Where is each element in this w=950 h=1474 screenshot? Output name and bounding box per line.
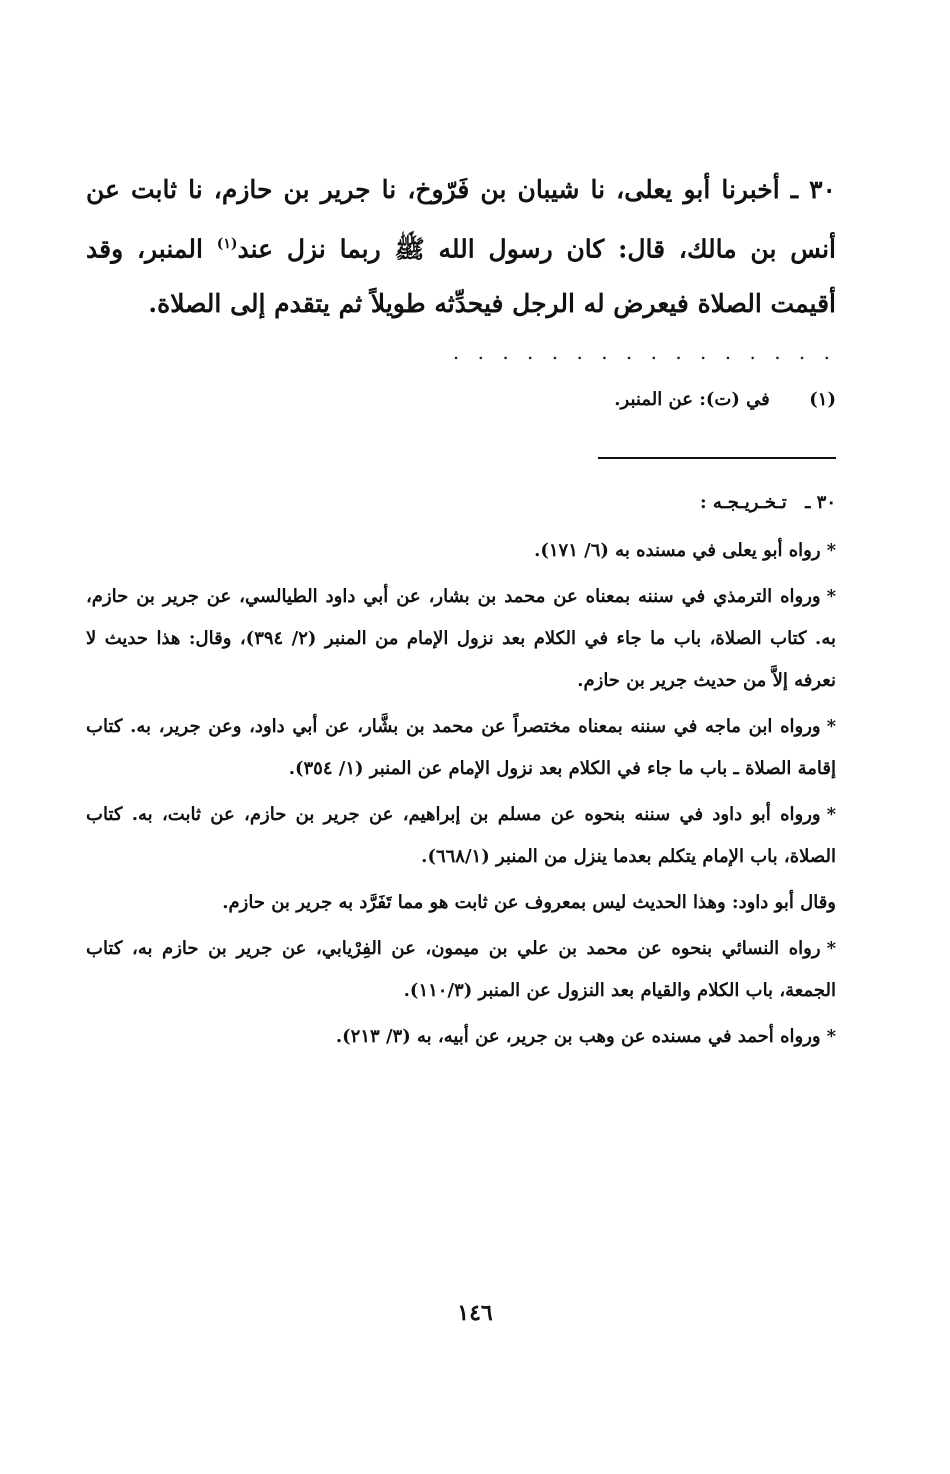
- takhrij-paragraph: *ورواه أبو داود في سننه بنحوه عن مسلم بن إبراهيم، عن جرير بن حازم، عن ثابت، به. كتاب الصلاة، باب الإمام يتكلم بعدما ينزل من المنبر (٦٦٨/١).: [86, 804, 836, 867]
- takhrij-number: ٣٠ ـ: [805, 492, 836, 513]
- star-bullet: *: [826, 716, 837, 737]
- dotted-divider: . . . . . . . . . . . . . . . .: [452, 340, 836, 364]
- hadith-number: ٣٠ ـ: [790, 175, 836, 204]
- takhrij-paragraph: *ورواه ابن ماجه في سننه بمعناه مختصراً عن محمد بن بشَّار، عن أبي داود، وعن جرير، به. كتاب إقامة الصلاة ـ باب ما جاء في الكلام بعد نزول الإمام عن المنبر (١/ ٣٥٤).: [86, 716, 837, 779]
- footnote: [86, 385, 836, 415]
- takhrij-paragraph: *ورواه الترمذي في سننه بمعناه عن محمد بن بشار، عن أبي داود الطيالسي، عن جرير بن حازم، به. كتاب الصلاة، باب ما جاء في الكلام بعد نزول الإمام من المنبر (٢/ ٣٩٤)، وقال: هذا حديث لا نعرفه إلاَّ من حديث جرير بن حازم.: [86, 586, 836, 691]
- footnote-reference[interactable]: (١): [216, 236, 238, 252]
- star-bullet: *: [826, 586, 836, 607]
- hadith-text-part1: أخبرنا أبو يعلى، نا شيبان بن فَرّوخ، نا جرير بن حازم، نا ثابت عن أنس بن مالك، قال: كان رسول الله ﷺ ربما نزل عند: [86, 175, 836, 264]
- star-bullet: *: [826, 1026, 836, 1047]
- star-bullet: *: [826, 938, 836, 959]
- page-number: ١٤٦: [457, 1300, 493, 1326]
- footnote-text: في (ت): عن المنبر.: [614, 389, 770, 410]
- section-separator-line: [598, 457, 836, 459]
- takhrij-heading: [86, 482, 836, 524]
- takhrij-title: تـخـريـجـه :: [699, 492, 787, 513]
- hadith-text-part2: المنبر، وقد أقيمت الصلاة فيعرض له الرجل فيحدِّثه طويلاً ثم يتقدم إلى الصلاة.: [86, 234, 836, 319]
- takhrij-paragraph: *رواه النسائي بنحوه عن محمد بن علي بن ميمون، عن الفِرْيابي، عن جرير بن حازم به، كتاب الجمعة، باب الكلام والقيام بعد النزول عن المنبر (١١٠/٣).: [86, 938, 836, 1001]
- takhrij-paragraph: *ورواه أحمد في مسنده عن وهب بن جرير، عن أبيه، به (٣/ ٢١٣).: [335, 1026, 836, 1047]
- takhrij-section: [86, 482, 836, 1062]
- takhrij-paragraph: وقال أبو داود: وهذا الحديث ليس بمعروف عن ثابت هو مما تَفَرَّد به جرير بن حازم.: [222, 892, 836, 913]
- star-bullet: *: [826, 540, 836, 561]
- footnote-number: (١): [809, 389, 836, 410]
- star-bullet: *: [826, 804, 836, 825]
- hadith-main-text: [86, 162, 836, 331]
- takhrij-paragraph: *رواه أبو يعلى في مسنده به (٦/ ١٧١).: [534, 540, 836, 561]
